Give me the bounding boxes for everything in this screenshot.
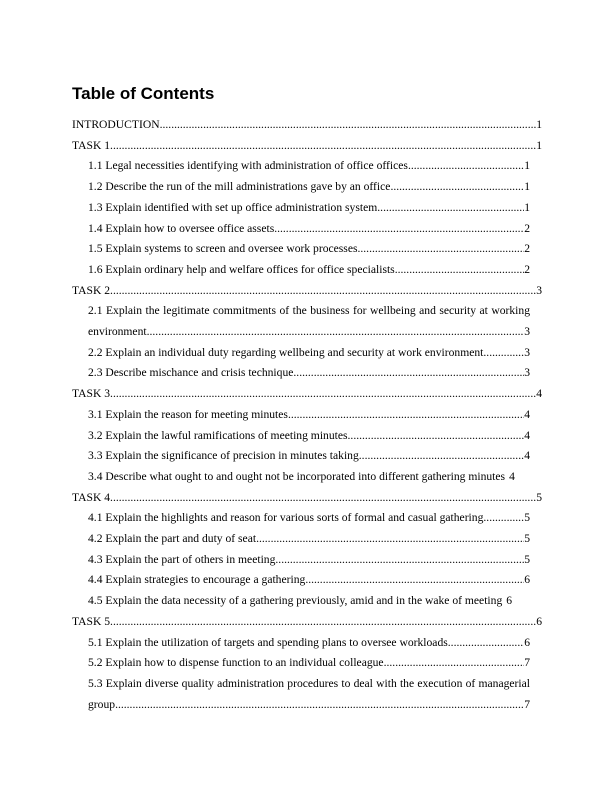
toc-entry-page: 2 (524, 262, 530, 276)
toc-entry-page: 1 (524, 200, 530, 214)
toc-entry-page: 5 (524, 511, 530, 525)
toc-entry-text: 2.2 Explain an individual duty regarding wellbeing and security at work environment (88, 345, 484, 359)
toc-entry-page: 3 (536, 283, 542, 297)
dot-leader (110, 136, 536, 157)
toc-entry-4-3[interactable] (72, 550, 542, 571)
toc-entry-text: 1.6 Explain ordinary help and welfare offices for office specialists (88, 262, 395, 276)
dot-leader (160, 115, 537, 136)
toc-entry-continuation (88, 322, 530, 343)
toc-entry-page: 3 (524, 366, 530, 380)
toc-entry-text: TASK 5 (72, 614, 111, 628)
toc-entry-text: 4.4 Explain strategies to encourage a gathering (88, 573, 306, 587)
toc-entry-text: INTRODUCTION (72, 118, 160, 131)
toc-entry-4-1[interactable] (72, 508, 542, 529)
toc-entry-text: TASK 1 (72, 138, 111, 152)
dot-leader (359, 446, 524, 467)
toc-entry-1-6[interactable] (72, 260, 542, 281)
dot-leader (293, 363, 524, 384)
toc-entry-task-1[interactable] (72, 136, 542, 157)
dot-leader (348, 426, 525, 447)
toc-entry-introduction[interactable] (72, 115, 542, 136)
toc-entry-task-2[interactable] (72, 281, 542, 302)
toc-entry-task-5[interactable] (72, 612, 542, 633)
toc-entry-1-2[interactable] (72, 177, 542, 198)
toc-entry-page: 7 (524, 656, 530, 670)
toc-entry-page: 4 (536, 387, 542, 401)
toc-entry-text: TASK 2 (72, 283, 111, 297)
toc-entry-page: 1 (536, 118, 542, 131)
toc-entry-page: 2 (524, 221, 530, 235)
toc-entry-page: 4 (524, 428, 530, 442)
toc-entry-1-4[interactable] (72, 219, 542, 240)
toc-title: Table of Contents (72, 84, 215, 103)
dot-leader (288, 405, 524, 426)
dot-leader (395, 260, 525, 281)
toc-entry-text: 4.5 Explain the data necessity of a gathering previously, amid and in the wake of meeting (88, 594, 503, 608)
toc-entry-text: 1.1 Legal necessities identifying with administration of office offices (88, 159, 408, 173)
toc-entry-page: 3 (524, 325, 530, 339)
toc-entry-page: 6 (506, 594, 513, 608)
toc-entry-page: 4 (524, 449, 530, 463)
toc-entry-task-3[interactable] (72, 384, 542, 405)
toc-entry-text-cont: environment (88, 325, 147, 339)
toc-entry-text: TASK 4 (72, 490, 111, 504)
dot-leader (147, 322, 525, 343)
dot-leader (274, 219, 524, 240)
dot-leader (305, 570, 524, 591)
dot-leader (110, 612, 536, 633)
toc-entry-4-5[interactable] (72, 591, 542, 612)
toc-entry-text: 1.4 Explain how to oversee office assets (88, 221, 275, 235)
toc-entry-text: 5.2 Explain how to dispense function to an individual colleague (88, 656, 384, 670)
toc-entry-text: 1.2 Describe the run of the mill administrations gave by an office (88, 180, 391, 194)
table-of-contents (72, 115, 542, 715)
toc-entry-2-2[interactable] (72, 343, 542, 364)
dot-leader (256, 529, 524, 550)
toc-entry-page: 1 (524, 180, 530, 194)
toc-entry-text: TASK 3 (72, 387, 111, 401)
dot-leader (483, 343, 524, 364)
toc-entry-4-4[interactable] (72, 570, 542, 591)
toc-entry-text: 4.2 Explain the part and duty of seat (88, 532, 257, 546)
toc-entry-text: 3.1 Explain the reason for meeting minutes (88, 407, 288, 421)
toc-entry-page: 1 (536, 138, 542, 152)
toc-entry-5-2[interactable] (72, 653, 542, 674)
toc-entry-5-3[interactable] (72, 674, 542, 715)
dot-leader (377, 198, 524, 219)
toc-entry-page: 6 (524, 635, 530, 649)
toc-entry-page: 5 (524, 532, 530, 546)
dot-leader (110, 281, 536, 302)
toc-entry-text: 3.4 Describe what ought to and ought not be incorporated into different gathering minutes (88, 469, 506, 483)
toc-entry-1-1[interactable] (72, 156, 542, 177)
toc-entry-text: 1.5 Explain systems to screen and oversee work processes (88, 242, 358, 256)
toc-entry-page: 3 (524, 345, 530, 359)
toc-entry-text: 5.3 Explain diverse quality administration procedures to deal with the execution of managerial (88, 676, 530, 690)
dot-leader (357, 239, 524, 260)
toc-entry-page: 4 (524, 407, 530, 421)
dot-leader (110, 384, 536, 405)
toc-entry-text: 4.3 Explain the part of others in meeting (88, 552, 276, 566)
toc-entry-5-1[interactable] (72, 633, 542, 654)
toc-entry-page: 4 (509, 469, 515, 483)
toc-entry-1-5[interactable] (72, 239, 542, 260)
dot-leader (408, 156, 524, 177)
dot-leader (115, 695, 524, 716)
toc-entry-page: 2 (524, 242, 530, 256)
toc-entry-text-cont: group (88, 697, 116, 711)
toc-entry-text: 1.3 Explain identified with set up office administration system (88, 200, 378, 214)
toc-entry-text: 4.1 Explain the highlights and reason for various sorts of formal and casual gathering (88, 511, 484, 525)
toc-entry-continuation (88, 695, 530, 716)
toc-entry-2-3[interactable] (72, 363, 542, 384)
toc-entry-2-1[interactable] (72, 301, 542, 342)
toc-entry-3-1[interactable] (72, 405, 542, 426)
toc-entry-text: 3.2 Explain the lawful ramifications of meeting minutes (88, 428, 348, 442)
toc-entry-3-2[interactable] (72, 426, 542, 447)
toc-entry-text: 5.1 Explain the utilization of targets and spending plans to oversee workloads (88, 635, 448, 649)
dot-leader (275, 550, 524, 571)
toc-entry-3-3[interactable] (72, 446, 542, 467)
toc-entry-task-4[interactable] (72, 488, 542, 509)
dot-leader (483, 508, 524, 529)
toc-entry-1-3[interactable] (72, 198, 542, 219)
toc-entry-text: 3.3 Explain the significance of precision in minutes taking (88, 449, 359, 463)
dot-leader (448, 633, 524, 654)
toc-entry-page: 7 (524, 697, 530, 711)
dot-leader (390, 177, 524, 198)
toc-entry-4-2[interactable] (72, 529, 542, 550)
dot-leader (110, 488, 536, 509)
toc-entry-page: 6 (524, 573, 530, 587)
toc-entry-page: 5 (536, 490, 542, 504)
toc-entry-page: 6 (536, 614, 542, 628)
dot-leader (384, 653, 525, 674)
toc-entry-text: 2.3 Describe mischance and crisis technique (88, 366, 294, 380)
toc-entry-3-4[interactable] (72, 467, 542, 488)
toc-entry-text: 2.1 Explain the legitimate commitments of the business for wellbeing and security at working (88, 304, 530, 318)
toc-entry-page: 5 (524, 552, 530, 566)
toc-entry-page: 1 (524, 159, 530, 173)
